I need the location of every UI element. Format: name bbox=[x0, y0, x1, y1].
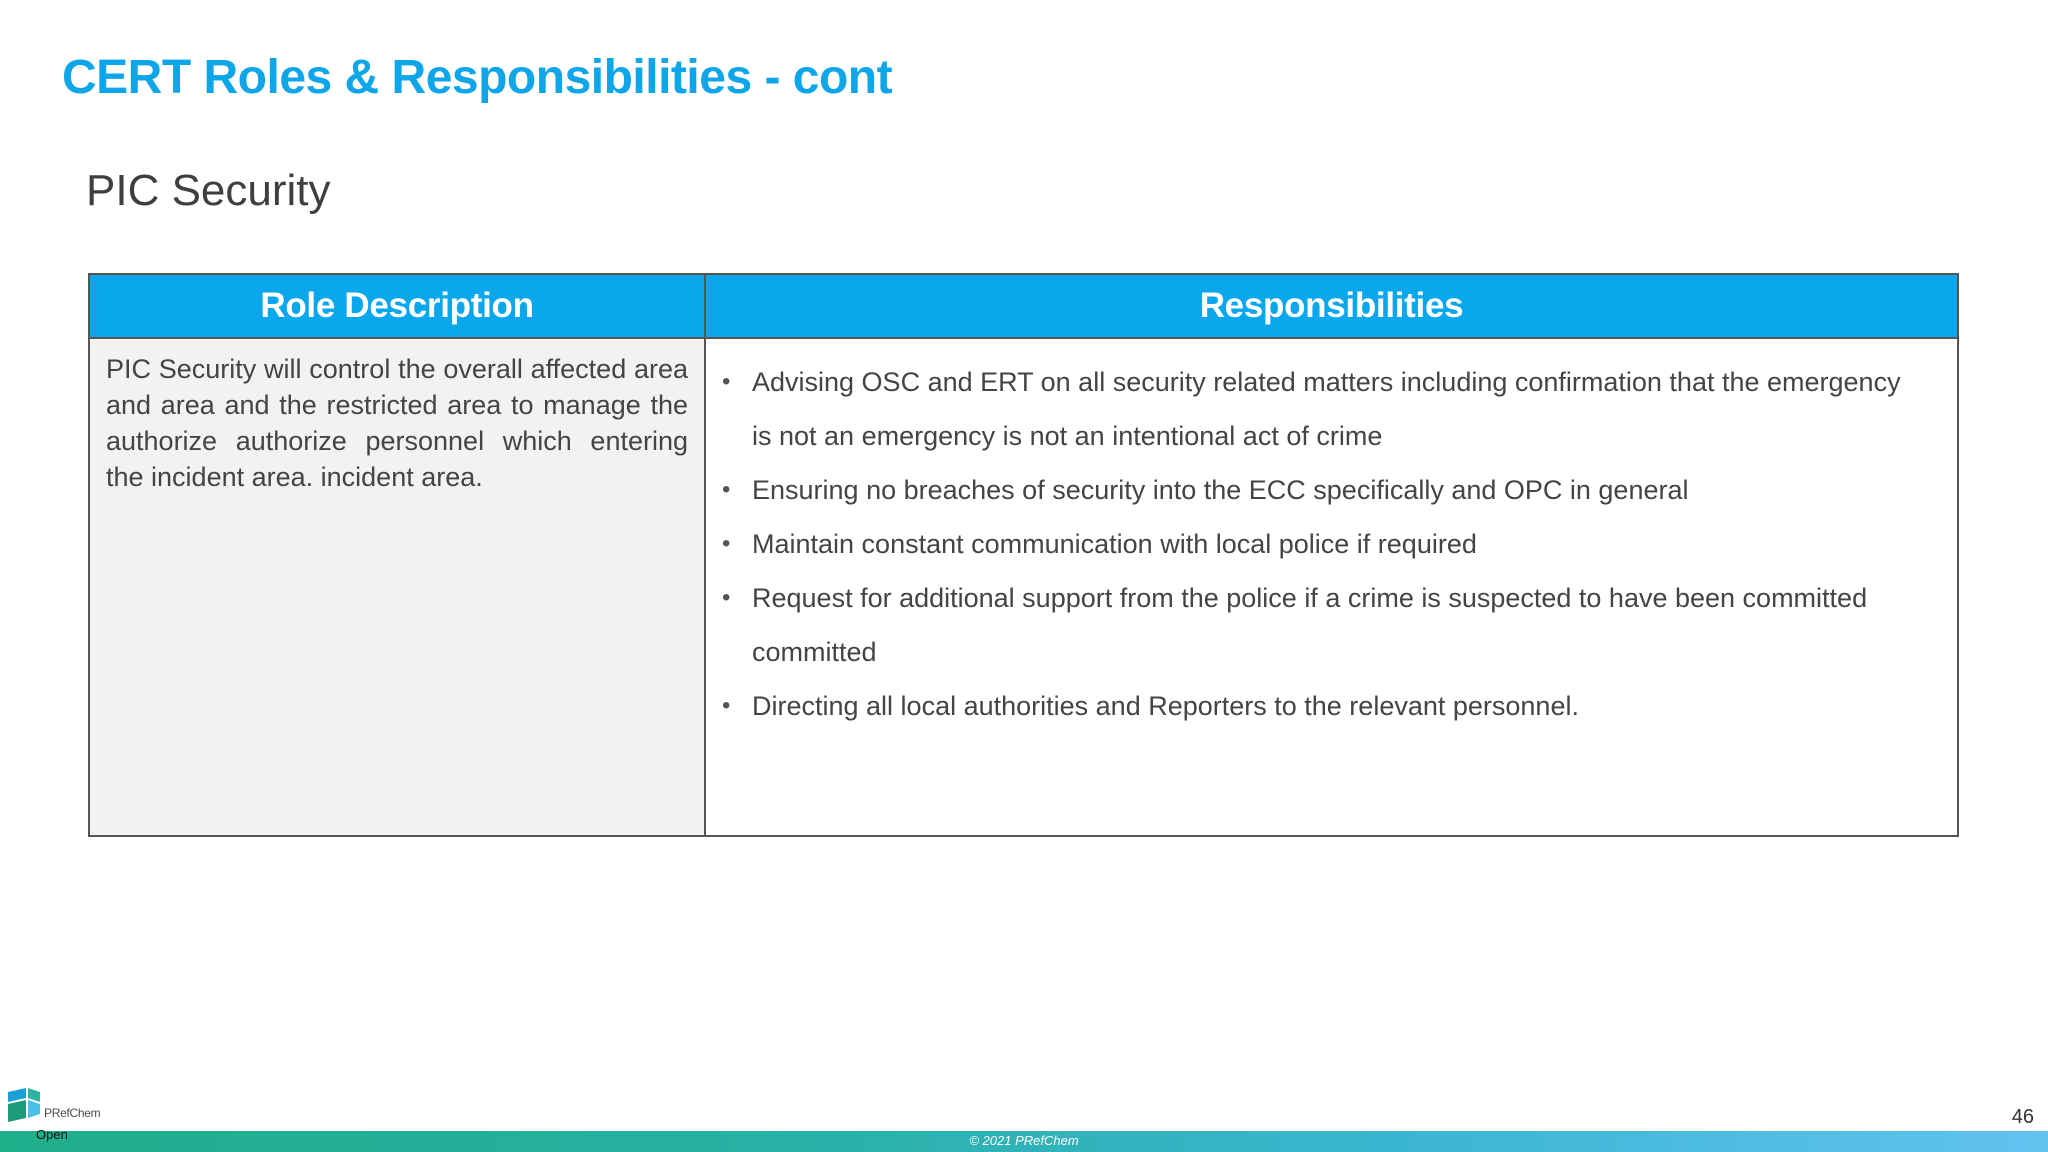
list-item-text: Request for additional support from the police if a crime is suspected to have been committed committed bbox=[752, 583, 1868, 667]
slide-subtitle: PIC Security bbox=[86, 166, 331, 215]
bullet-dot-icon: • bbox=[722, 476, 731, 503]
list-item bbox=[722, 355, 1917, 463]
logo-text: PRefChem bbox=[44, 1106, 101, 1120]
prefchem-logo bbox=[6, 1084, 104, 1128]
role-description-cell: PIC Security will control the overall affected area and area and the restricted area to manage the authorize authorize personnel which entering the incident area. incident area. bbox=[89, 338, 705, 836]
bullet-dot-icon: • bbox=[722, 584, 731, 611]
responsibilities-cell bbox=[705, 338, 1958, 836]
header-role-description: Role Description bbox=[89, 274, 705, 338]
list-item bbox=[722, 463, 1917, 517]
prefchem-logo-icon bbox=[6, 1084, 42, 1124]
table-row bbox=[89, 338, 1958, 836]
slide-title: CERT Roles & Responsibilities - cont bbox=[62, 51, 893, 104]
classification-label: Open bbox=[36, 1127, 68, 1142]
roles-table bbox=[88, 273, 1959, 837]
list-item-text: Directing all local authorities and Reporters to the relevant personnel. bbox=[752, 691, 1579, 721]
bullet-dot-icon: • bbox=[722, 692, 731, 719]
list-item-text: Ensuring no breaches of security into the ECC specifically and OPC in general bbox=[752, 475, 1689, 505]
footer-copyright: © 2021 PRefChem bbox=[969, 1133, 1079, 1148]
table-header-row bbox=[89, 274, 1958, 338]
bullet-dot-icon: • bbox=[722, 530, 731, 557]
bullet-dot-icon: • bbox=[722, 368, 731, 395]
responsibilities-list bbox=[722, 355, 1917, 733]
list-item bbox=[722, 571, 1917, 679]
list-item-text: Maintain constant communication with local police if required bbox=[752, 529, 1477, 559]
list-item-text: Advising OSC and ERT on all security related matters including confirmation that the emergency is not an emergency is not an intentional act of crime bbox=[752, 367, 1901, 451]
header-responsibilities: Responsibilities bbox=[705, 274, 1958, 338]
list-item bbox=[722, 679, 1917, 733]
page-number: 46 bbox=[2011, 1106, 2034, 1128]
list-item bbox=[722, 517, 1917, 571]
